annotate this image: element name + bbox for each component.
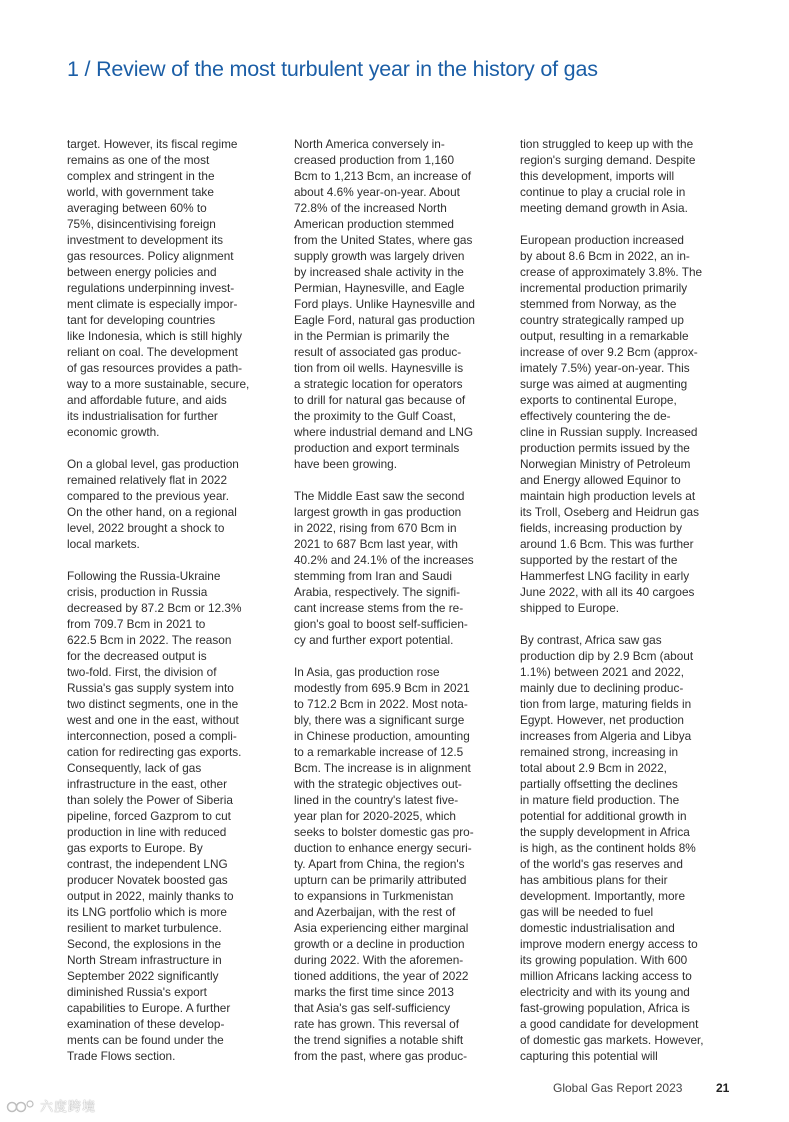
text-column-3 xyxy=(520,136,732,1064)
text-column-2 xyxy=(294,136,504,1064)
watermark-logo xyxy=(6,1096,96,1115)
paragraph: North America conversely in- creased production from 1,160 Bcm to 1,213 Bcm, an increase of about 4.6% year-on-year. About 72.8% of the increased North American production stemmed from the United States, where gas supply growth was largely driven by increased shale activity in the Permian, Haynesville, and Eagle Ford plays. Unlike Haynesville and Eagle Ford, natural gas production in the Permian is primarily the result of associated gas produc- tion from oil wells. Haynesville is a strategic location for operators to drill for natural gas because of the proximity to the Gulf Coast, where industrial demand and LNG production and export terminals have been growing. xyxy=(294,137,475,471)
text-column-1 xyxy=(67,136,274,1064)
paragraph: The Middle East saw the second largest growth in gas production in 2022, rising from 670 Bcm in 2021 to 687 Bcm last year, with 40.2% and 24.1% of the increases stemming from Iran and Saudi Arabia, respectively. The signifi- cant increase stems from the re- gion's goal to boost self-sufficien- cy and further export potential. xyxy=(294,489,474,647)
paragraph: European production increased by about 8.6 Bcm in 2022, an in- crease of approximately 3.8%. The incremental production primarily stemmed from Norway, as the country strategically ramped up output, resulting in a remarkable increase of over 9.2 Bcm (approx- imately 7.5%) year-on-year. This surge was aimed at augmenting exports to continental Europe, effectively countering the de- cline in Russian supply. Increased production permits issued by the Norwegian Ministry of Petroleum and Energy allowed Equinor to maintain high production levels at its Troll, Oseberg and Heidrun gas fields, increasing production by around 1.6 Bcm. This was further supported by the restart of the Hammerfest LNG facility in early June 2022, with all its 40 cargoes shipped to Europe. xyxy=(520,233,703,615)
watermark-text: 六度跨境 xyxy=(40,1099,97,1114)
paragraph: tion struggled to keep up with the region's surging demand. Despite this development, imports will continue to play a crucial role in meeting demand growth in Asia. xyxy=(520,137,696,215)
watermark-icon xyxy=(6,1098,36,1114)
paragraph: In Asia, gas production rose modestly from 695.9 Bcm in 2021 to 712.2 Bcm in 2022. Most nota- bly, there was a significant surge in Chinese production, amounting to a remarkable increase of 12.5 Bcm. The increase is in alignment with the strategic objectives out- lined in the country's latest five- year plan for 2020-2025, which seeks to bolster domestic gas pro- duction to enhance energy securi- ty. Apart from China, the region's upturn can be primarily attributed to expansions in Turkmenistan and Azerbaijan, with the rest of Asia experiencing either marginal growth or a decline in production during 2022. With the aforemen- tioned additions, the year of 2022 marks the first time since 2013 that Asia's gas self-sufficiency rate has grown. This reversal of the trend signifies a notable shift from the past, where gas produc- xyxy=(294,665,474,1063)
page-title: 1 / Review of the most turbulent year in the history of gas xyxy=(67,57,598,81)
paragraph: target. However, its fiscal regime remains as one of the most complex and stringent in the world, with government take averaging between 60% to 75%, disincentivising foreign investment to development its gas resources. Policy alignment between energy policies and regulations underpinning invest- ment climate is especially impor- tant for developing countries like Indonesia, which is still highly reliant on coal. The development of gas resources provides a path- way to a more sustainable, secure, and affordable future, and aids its industrialisation for further economic growth. xyxy=(67,137,250,439)
paragraph: Following the Russia-Ukraine crisis, production in Russia decreased by 87.2 Bcm or 12.3% from 709.7 Bcm in 2021 to 622.5 Bcm in 2022. The reason for the decreased output is two-fold. First, the division of Russia's gas supply system into two distinct segments, one in the west and one in the east, without interconnection, posed a compli- cation for redirecting gas exports. Consequently, lack of gas infrastructure in the east, other than solely the Power of Siberia pipeline, forced Gazprom to cut production in line with reduced gas exports to Europe. By contrast, the independent LNG producer Novatek boosted gas output in 2022, mainly thanks to its LNG portfolio which is more resilient to market turbulence. Second, the explosions in the North Stream infrastructure in September 2022 significantly diminished Russia's export capabilities to Europe. A further examination of these develop- ments can be found under the Trade Flows section. xyxy=(67,569,242,1063)
footer-report-title: Global Gas Report 2023 xyxy=(553,1081,683,1095)
page-number: 21 xyxy=(716,1081,730,1095)
paragraph: On a global level, gas production remained relatively flat in 2022 compared to the previous year. On the other hand, on a regional level, 2022 brought a shock to local markets. xyxy=(67,457,239,551)
paragraph: By contrast, Africa saw gas production dip by 2.9 Bcm (about 1.1%) between 2021 and 2022, mainly due to declining produc- tion from large, maturing fields in Egypt. However, net production increases from Algeria and Libya remained strong, increasing in total about 2.9 Bcm in 2022, partially offsetting the declines in mature field production. The potential for additional growth in the supply development in Africa is high, as the continent holds 8% of the world's gas reserves and has ambitious plans for their development. Importantly, more gas will be needed to fuel domestic industrialisation and improve modern energy access to its growing population. With 600 million Africans lacking access to electricity and with its young and fast-growing population, Africa is a good candidate for development of domestic gas markets. However, capturing this potential will xyxy=(520,633,704,1063)
